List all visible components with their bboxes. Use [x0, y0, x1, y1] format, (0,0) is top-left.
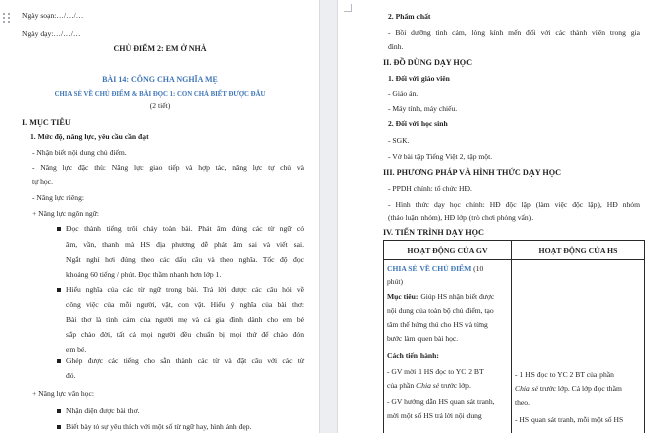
student-activity-cell[interactable]: [512, 260, 645, 433]
teacher-step: mời một số HS trả lời nội dung: [387, 411, 482, 420]
bullet-icon: [57, 227, 61, 231]
content-line: đình.: [388, 42, 404, 51]
teacher-activity-cell[interactable]: [384, 260, 512, 433]
section-materials: II. ĐỒ DÙNG DẠY HỌC: [383, 58, 473, 67]
drag-handle-icon[interactable]: [2, 12, 12, 24]
theme-heading: CHỦ ĐIỂM 2: EM Ở NHÀ: [113, 44, 207, 53]
procedure-label: Cách tiến hành:: [387, 351, 439, 360]
student-step: - 1 HS đọc to YC 2 BT của phần: [515, 370, 614, 379]
bullet-text: âm, vần, thanh mà HS địa phương dễ phát âm sai và viết sai.: [66, 240, 304, 249]
lesson-title: BÀI 14: CÔNG CHA NGHĨA MẸ: [102, 75, 218, 84]
lesson-periods: (2 tiết): [149, 101, 171, 110]
goal-text: bước làm quen bài học.: [387, 334, 459, 343]
content-line: - Hình thức dạy học chính: HĐ độc lập (làm việc độc lập), HĐ nhóm: [388, 200, 640, 209]
date-prepared: Ngày soạn:…/…/…: [22, 11, 84, 20]
bullet-text: Biết bày tỏ sự yêu thích với một số từ ngữ hay, hình ảnh đẹp.: [66, 422, 252, 431]
objective-line: - Nhận biết nội dung chủ điểm.: [32, 148, 127, 157]
bullet-text: Hiểu nghĩa của các từ ngữ trong bài. Trả lời được các câu hỏi về: [66, 285, 304, 294]
goal-text: Giúp HS nhận biết được: [420, 292, 495, 301]
bullet-text: Nhận diện được bài thơ.: [66, 406, 140, 415]
bullet-text: đó.: [66, 371, 76, 380]
student-step-emphasis: Chia sẻ: [515, 384, 538, 393]
subsection-qualities: 2. Phẩm chất: [388, 12, 431, 21]
content-line: - Máy tính, máy chiếu.: [388, 104, 458, 113]
teacher-step: trước lớp.: [439, 381, 471, 390]
content-line: - Vở bài tập Tiếng Việt 2, tập một.: [388, 152, 493, 161]
bullet-text: Bài thơ là tình cảm của người mẹ và cả gia đình dành cho em bé: [66, 315, 304, 324]
document-page-left[interactable]: [0, 0, 320, 433]
subsection-student: 2. Đối với học sinh: [388, 119, 448, 128]
student-step: theo.: [515, 398, 530, 407]
section-methods: III. PHƯƠNG PHÁP VÀ HÌNH THỨC DẠY HỌC: [383, 168, 562, 177]
teacher-step-emphasis: Chia sẻ: [416, 381, 440, 390]
bullet-text: công việc của mỗi người, vật, con vật. Hiểu ý nghĩa của bài thơ:: [66, 300, 304, 309]
objective-line: tự học.: [32, 177, 53, 186]
document-page-right[interactable]: [337, 0, 650, 433]
section-objectives: I. MỤC TIÊU: [22, 118, 71, 127]
bullet-text: khoảng 60 tiếng / phút. Đọc thầm nhanh hơn lớp 1.: [66, 270, 222, 279]
content-line: - SGK.: [388, 136, 410, 145]
objective-line: + Năng lực văn học:: [32, 389, 94, 398]
goal-text: nội dung của toàn bộ chủ điểm, tạo: [387, 306, 494, 315]
objective-line: + Năng lực ngôn ngữ:: [32, 209, 99, 218]
bullet-text: Đọc thành tiếng trôi chảy toàn bài. Phát âm đúng các từ ngữ có: [66, 224, 304, 233]
activity-duration: (10: [473, 264, 484, 273]
column-header-teacher: HOẠT ĐỘNG CỦA GV: [384, 241, 512, 260]
lesson-plan-table: [383, 240, 645, 433]
bullet-text: sắp chào đời, tất cả mọi người đều chuẩn bị mọi thứ để chào đón: [66, 330, 304, 339]
content-line: - Giáo án.: [388, 89, 419, 98]
objective-line: - Năng lực đặc thù: Năng lực giao tiếp và hợp tác, năng lực tự chủ và: [32, 163, 304, 172]
bullet-text: Ghép được các tiếng cho sẵn thành các từ và đặt câu với các từ: [66, 356, 304, 365]
date-taught: Ngày dạy:…/…/…: [22, 29, 81, 38]
bullet-icon: [57, 288, 61, 292]
activity-duration-cont: phút): [387, 277, 404, 286]
bullet-icon: [57, 425, 61, 429]
student-step: trước lớp. Cả lớp đọc thầm: [538, 384, 622, 393]
lesson-subtitle: CHIA SẺ VỀ CHỦ ĐIỂM & BÀI ĐỌC 1: CON CHẢ BIẾT ĐƯỢC ĐÂU: [54, 91, 266, 98]
goal-label: Mục tiêu:: [387, 292, 419, 301]
subsection-competency: 1. Mức độ, năng lực, yêu cầu cần đạt: [30, 132, 149, 141]
teacher-step: của phần: [387, 381, 417, 390]
margin-corner-mark: [344, 4, 352, 12]
activity-title: CHIA SẺ VỀ CHỦ ĐIỂM: [387, 264, 472, 273]
section-procedure: IV. TIẾN TRÌNH DẠY HỌC: [383, 228, 484, 237]
content-line: - PPDH chính: tổ chức HĐ.: [388, 184, 472, 193]
subsection-teacher: 1. Đối với giáo viên: [388, 74, 450, 83]
bullet-icon: [57, 359, 61, 363]
goal-text: tâm thế hứng thú cho HS và từng: [387, 320, 488, 329]
page-gutter: [321, 0, 336, 433]
student-step: - HS quan sát tranh, mỗi một số HS: [515, 415, 624, 424]
bullet-text: Ngắt nghỉ hơi đúng theo các dấu câu và theo nghĩa. Tốc độ đọc: [66, 255, 304, 264]
content-line: - Bồi dưỡng tình cảm, lòng kính mến đối với các thành viên trong gia: [388, 28, 640, 37]
teacher-step: - GV mời 1 HS đọc to YC 2 BT: [387, 367, 484, 376]
teacher-step: - GV hướng dẫn HS quan sát tranh,: [387, 397, 495, 406]
bullet-text: em bé.: [66, 345, 87, 354]
objective-line: - Năng lực riêng:: [32, 193, 84, 202]
bullet-icon: [57, 409, 61, 413]
content-line: (thảo luận nhóm), HĐ lớp (trò chơi phỏng vấn).: [388, 213, 534, 222]
column-header-student: HOẠT ĐỘNG CỦA HS: [512, 241, 645, 260]
